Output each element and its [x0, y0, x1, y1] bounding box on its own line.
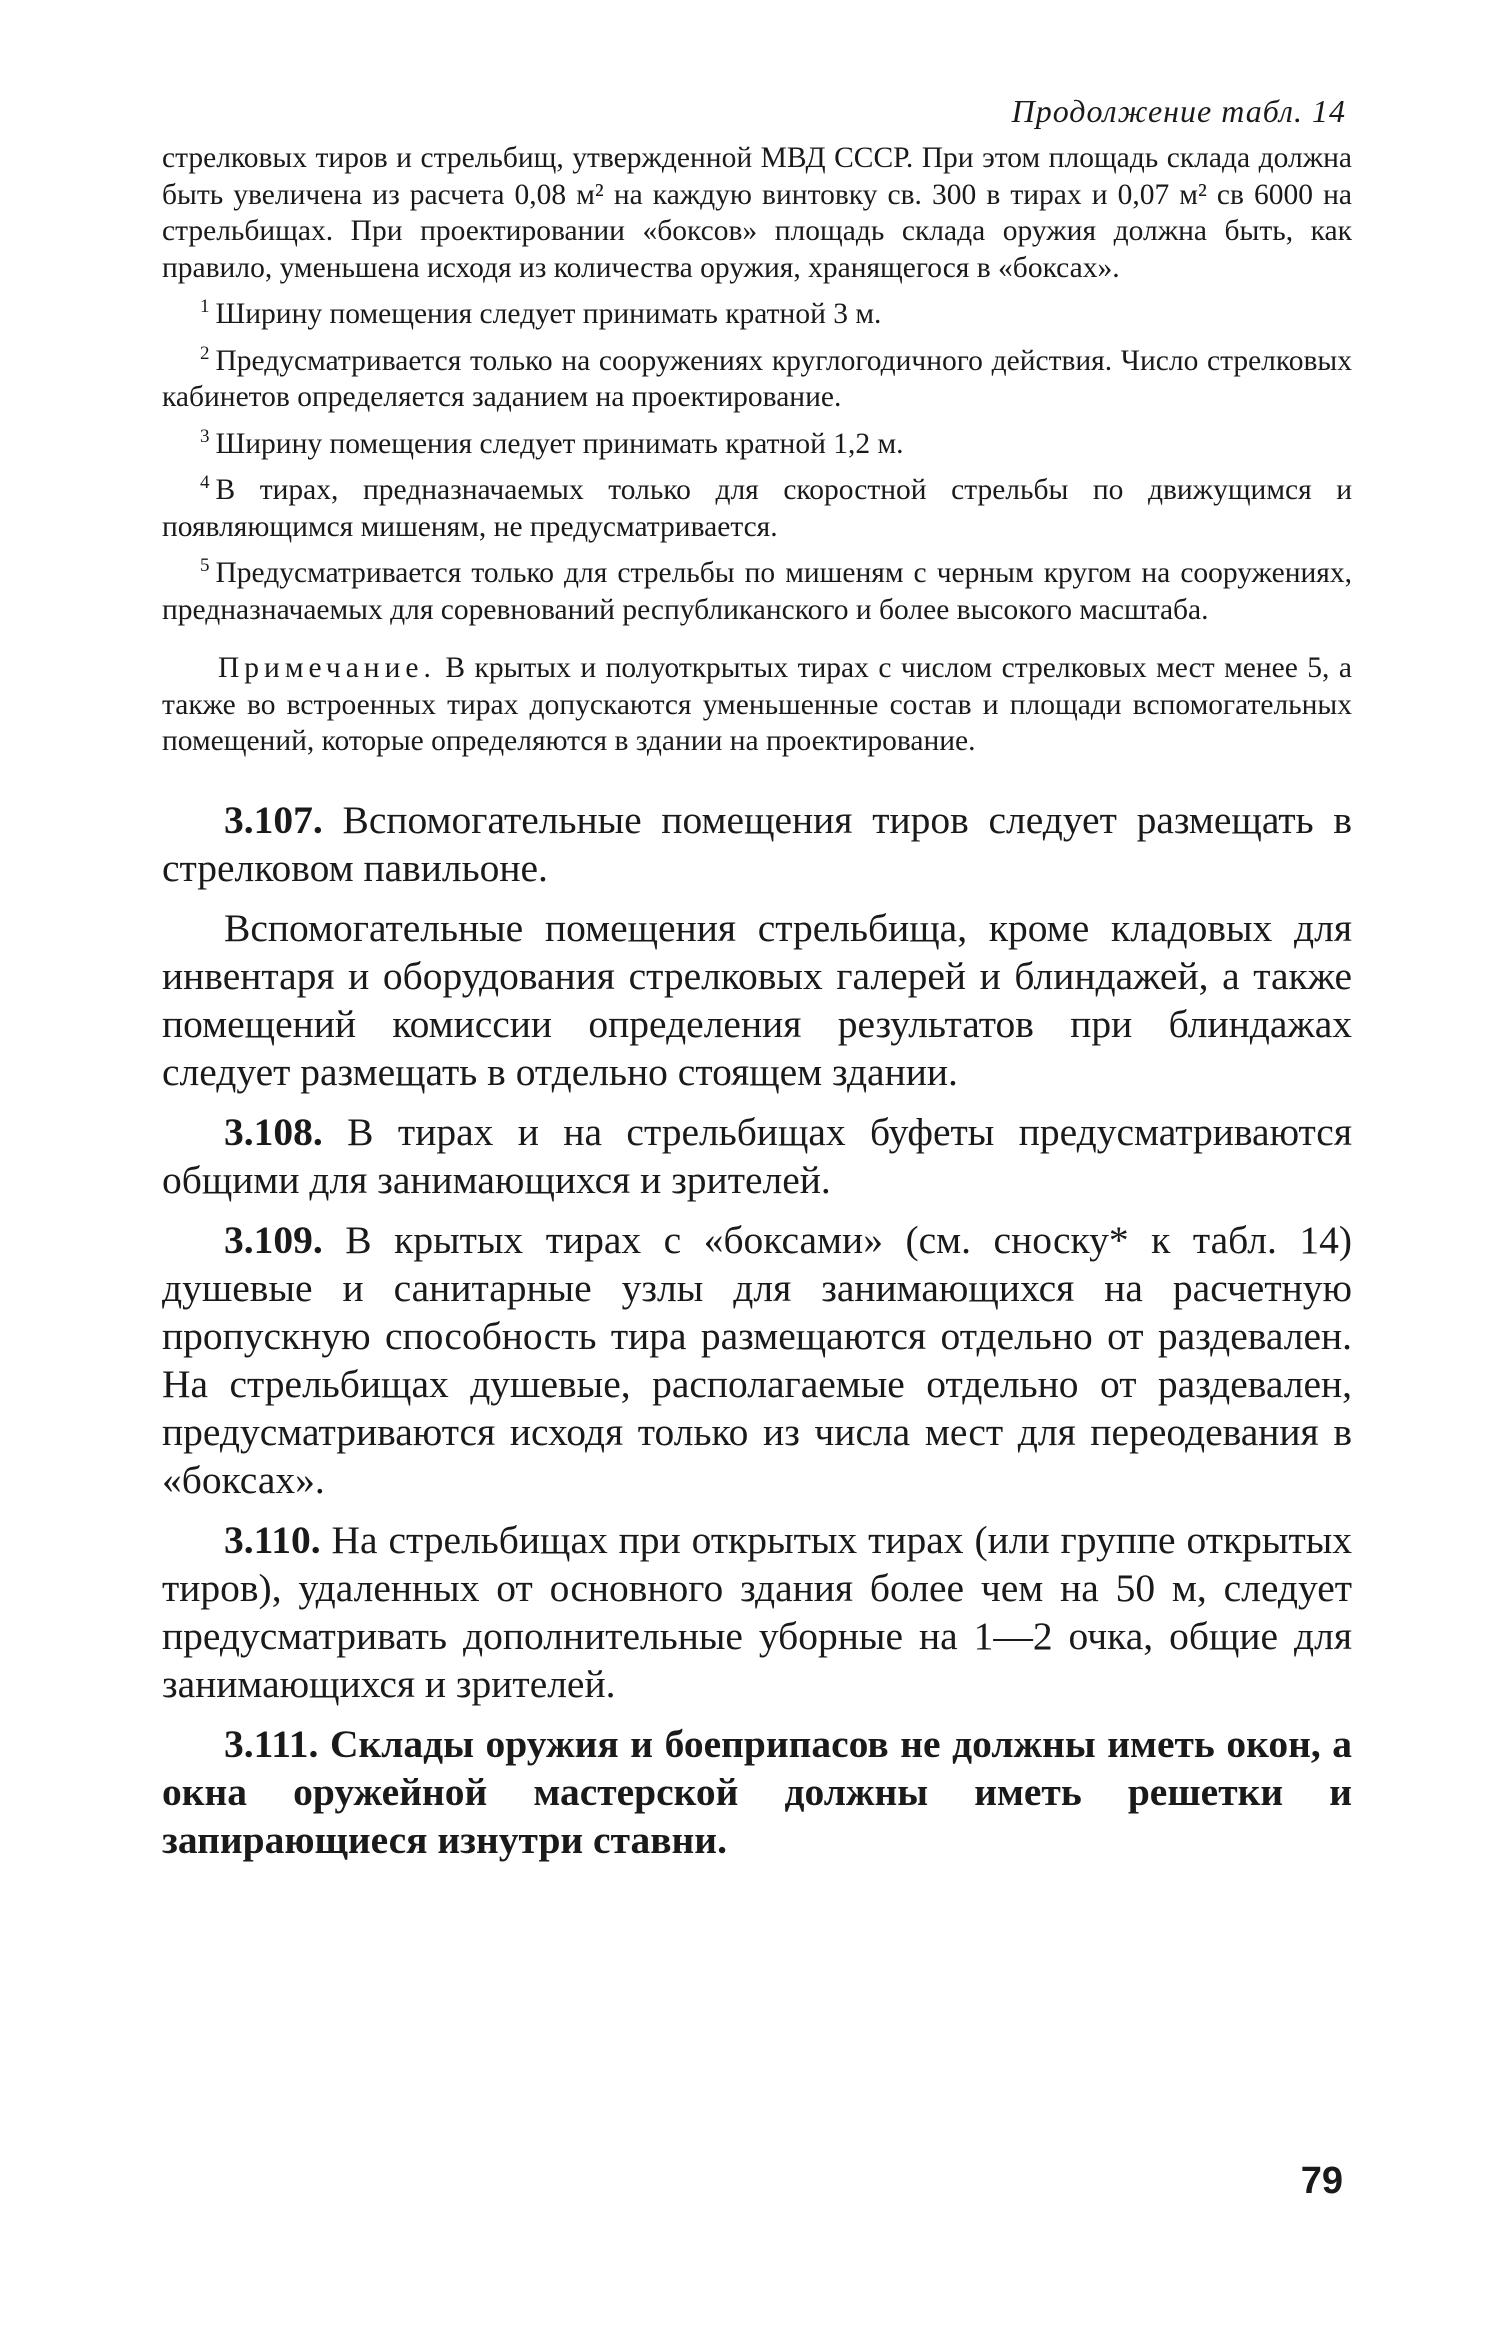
section-text: Вспомогательные помещения тиров следует размещать в стрелковом павильоне.	[162, 797, 1352, 890]
section-text: Склады оружия и боеприпасов не должны иметь окон, а окна оружейной мастерской должны иметь решетки и запирающиеся изнутри ставни.	[162, 1721, 1353, 1862]
section-3-107-continued	[162, 904, 1352, 1096]
main-text	[162, 796, 1352, 1864]
footnote-2	[162, 343, 1352, 416]
footnote-text: Ширину помещения следует принимать кратной 3 м.	[215, 298, 882, 330]
section-3-111	[162, 1720, 1352, 1864]
section-number: 3.109.	[224, 1217, 323, 1262]
section-text: В крытых тирах с «боксами» (см. сноску* к табл. 14) душевые и санитарные узлы для занимающихся на расчетную пропускную способность тира размещаются отдельно от раздевален. На стрельбищах душевые, располагаемые отдельно от раздевален, предусматриваются исходя только из числа мест для переодевания в «боксах».	[162, 1217, 1352, 1502]
footnote-1	[162, 296, 1352, 333]
footnote-4	[162, 472, 1352, 545]
footnote-mark: 1	[200, 296, 210, 317]
footnote-text: Предусматривается только на сооружениях круглогодичного действия. Число стрелковых кабинетов определяется заданием на проектирование.	[162, 344, 1352, 413]
document-page	[162, 92, 1352, 1876]
table-note	[162, 650, 1352, 760]
section-number: 3.108.	[224, 1109, 323, 1154]
section-3-109	[162, 1216, 1352, 1504]
note-text: В крытых и полуоткрытых тирах с числом стрелковых мест менее 5, а также во встроенных тирах допускаются уменьшенные состав и площади вспомогательных помещений, которые определяются в здании на проектирование.	[162, 652, 1353, 757]
footnote-text: В тирах, предназначаемых только для скоростной стрельбы по движущимся и появляющимся мишеням, не предусматривается.	[162, 474, 1352, 543]
section-3-107	[162, 796, 1352, 892]
footnote-mark: 3	[200, 425, 210, 447]
footnote-block	[162, 140, 1352, 760]
intro-paragraph: стрелковых тиров и стрельбищ, утвержденной МВД СССР. При этом площадь склада должна быть увеличена из расчета 0,08 м² на каждую винтовку св. 300 в тирах и 0,07 м² св 6000 на стрельбищах. При проектировании «боксов» площадь склада оружия должна быть, как правило, уменьшена исходя из количества оружия, хранящегося в «боксах».	[162, 142, 1352, 284]
footnote-text: Ширину помещения следует принимать кратной 1,2 м.	[215, 427, 904, 460]
footnote-text: Предусматривается только для стрельбы по мишеням с черным кругом на сооружениях, предназначаемых для соревнований республиканского и более высокого масштаба.	[162, 557, 1352, 626]
section-number: 3.111.	[224, 1721, 319, 1766]
note-label: Примечание.	[218, 652, 436, 684]
section-3-110	[162, 1516, 1352, 1708]
section-number: 3.107.	[224, 797, 323, 842]
footnote-mark: 2	[200, 342, 210, 364]
page-number: 79	[1300, 2160, 1343, 2202]
section-text: На стрельбищах при открытых тирах (или группе открытых тиров), удаленных от основного здания более чем на 50 м, следует предусматривать дополнительные уборные на 1—2 очка, общие для занимающихся и зрителей.	[162, 1517, 1352, 1706]
table-continuation-header: Продолжение табл. 14	[1011, 93, 1346, 129]
footnote-3	[162, 426, 1352, 463]
section-3-108	[162, 1108, 1352, 1204]
section-text: Вспомогательные помещения стрельбища, кроме кладовых для инвентаря и оборудования стрелковых галерей и блиндажей, а также помещений комиссии определения результатов при блиндажах следует размещать в отдельно стоящем здании.	[162, 905, 1352, 1094]
footnote-mark: 5	[200, 555, 210, 576]
footnote-mark: 4	[200, 472, 210, 493]
section-number: 3.110.	[224, 1517, 321, 1562]
footnote-5	[162, 555, 1352, 628]
section-text: В тирах и на стрельбищах буфеты предусматриваются общими для занимающихся и зрителей.	[162, 1109, 1352, 1202]
